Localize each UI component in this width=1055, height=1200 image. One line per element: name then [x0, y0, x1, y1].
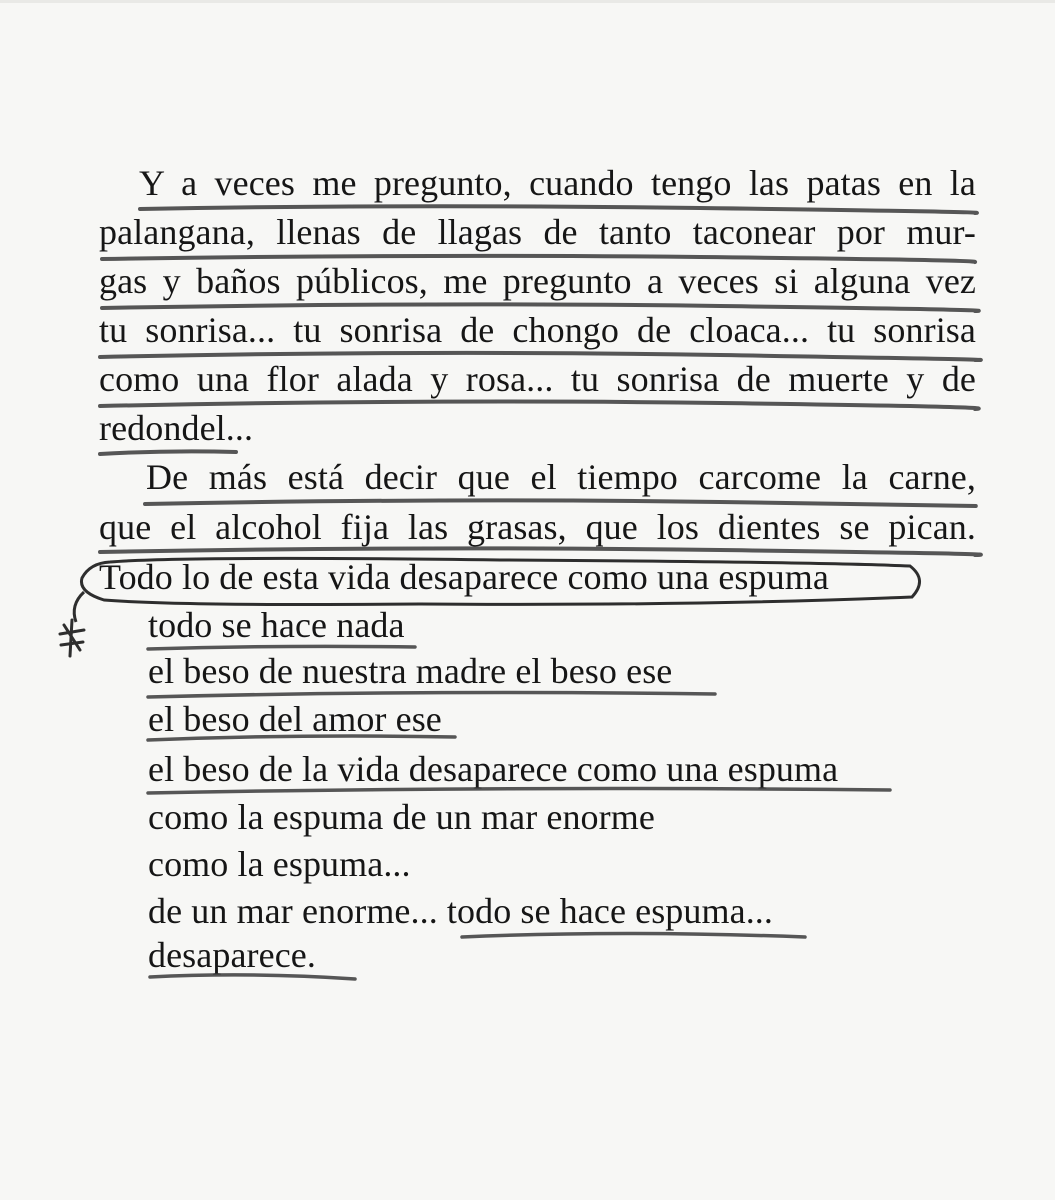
verse-line-7: de un mar enorme... todo se hace espuma... — [148, 891, 773, 931]
asterisk-arrow-mark — [60, 620, 84, 656]
verse-line-2: el beso de nuestra madre el beso ese — [148, 651, 673, 691]
paragraph-2-line-2: que el alcohol fija las grasas, que los dientes se pican. — [99, 507, 976, 547]
paragraph-2-line-1: De más está decir que el tiempo carcome la carne, — [146, 457, 976, 497]
page-edge — [0, 0, 1055, 3]
paragraph-1-line-1: Y a veces me pregunto, cuando tengo las patas en la — [139, 163, 976, 203]
paragraph-1-line-6: redondel... — [99, 408, 254, 448]
verse-line-6: como la espuma... — [148, 844, 411, 884]
paragraph-1-line-4: tu sonrisa... tu sonrisa de chongo de cloaca... tu sonrisa — [99, 310, 976, 350]
paragraph-2-circled-line: Todo lo de esta vida desaparece como una espuma — [99, 557, 829, 597]
verse-line-1: todo se hace nada — [148, 605, 405, 645]
verse-line-4: el beso de la vida desaparece como una espuma — [148, 749, 839, 789]
paragraph-1-line-3: gas y baños públicos, me pregunto a veces si alguna vez — [99, 261, 976, 301]
verse-line-3: el beso del amor ese — [148, 699, 442, 739]
paragraph-1-line-5: como una flor alada y rosa... tu sonrisa de muerte y de — [99, 359, 976, 399]
arrow-stroke — [74, 592, 84, 622]
paragraph-1-line-2: palangana, llenas de llagas de tanto taconear por mur- — [99, 212, 976, 252]
verse-line-5: como la espuma de un mar enorme — [148, 797, 655, 837]
verse-line-8: desaparece. — [148, 935, 316, 975]
